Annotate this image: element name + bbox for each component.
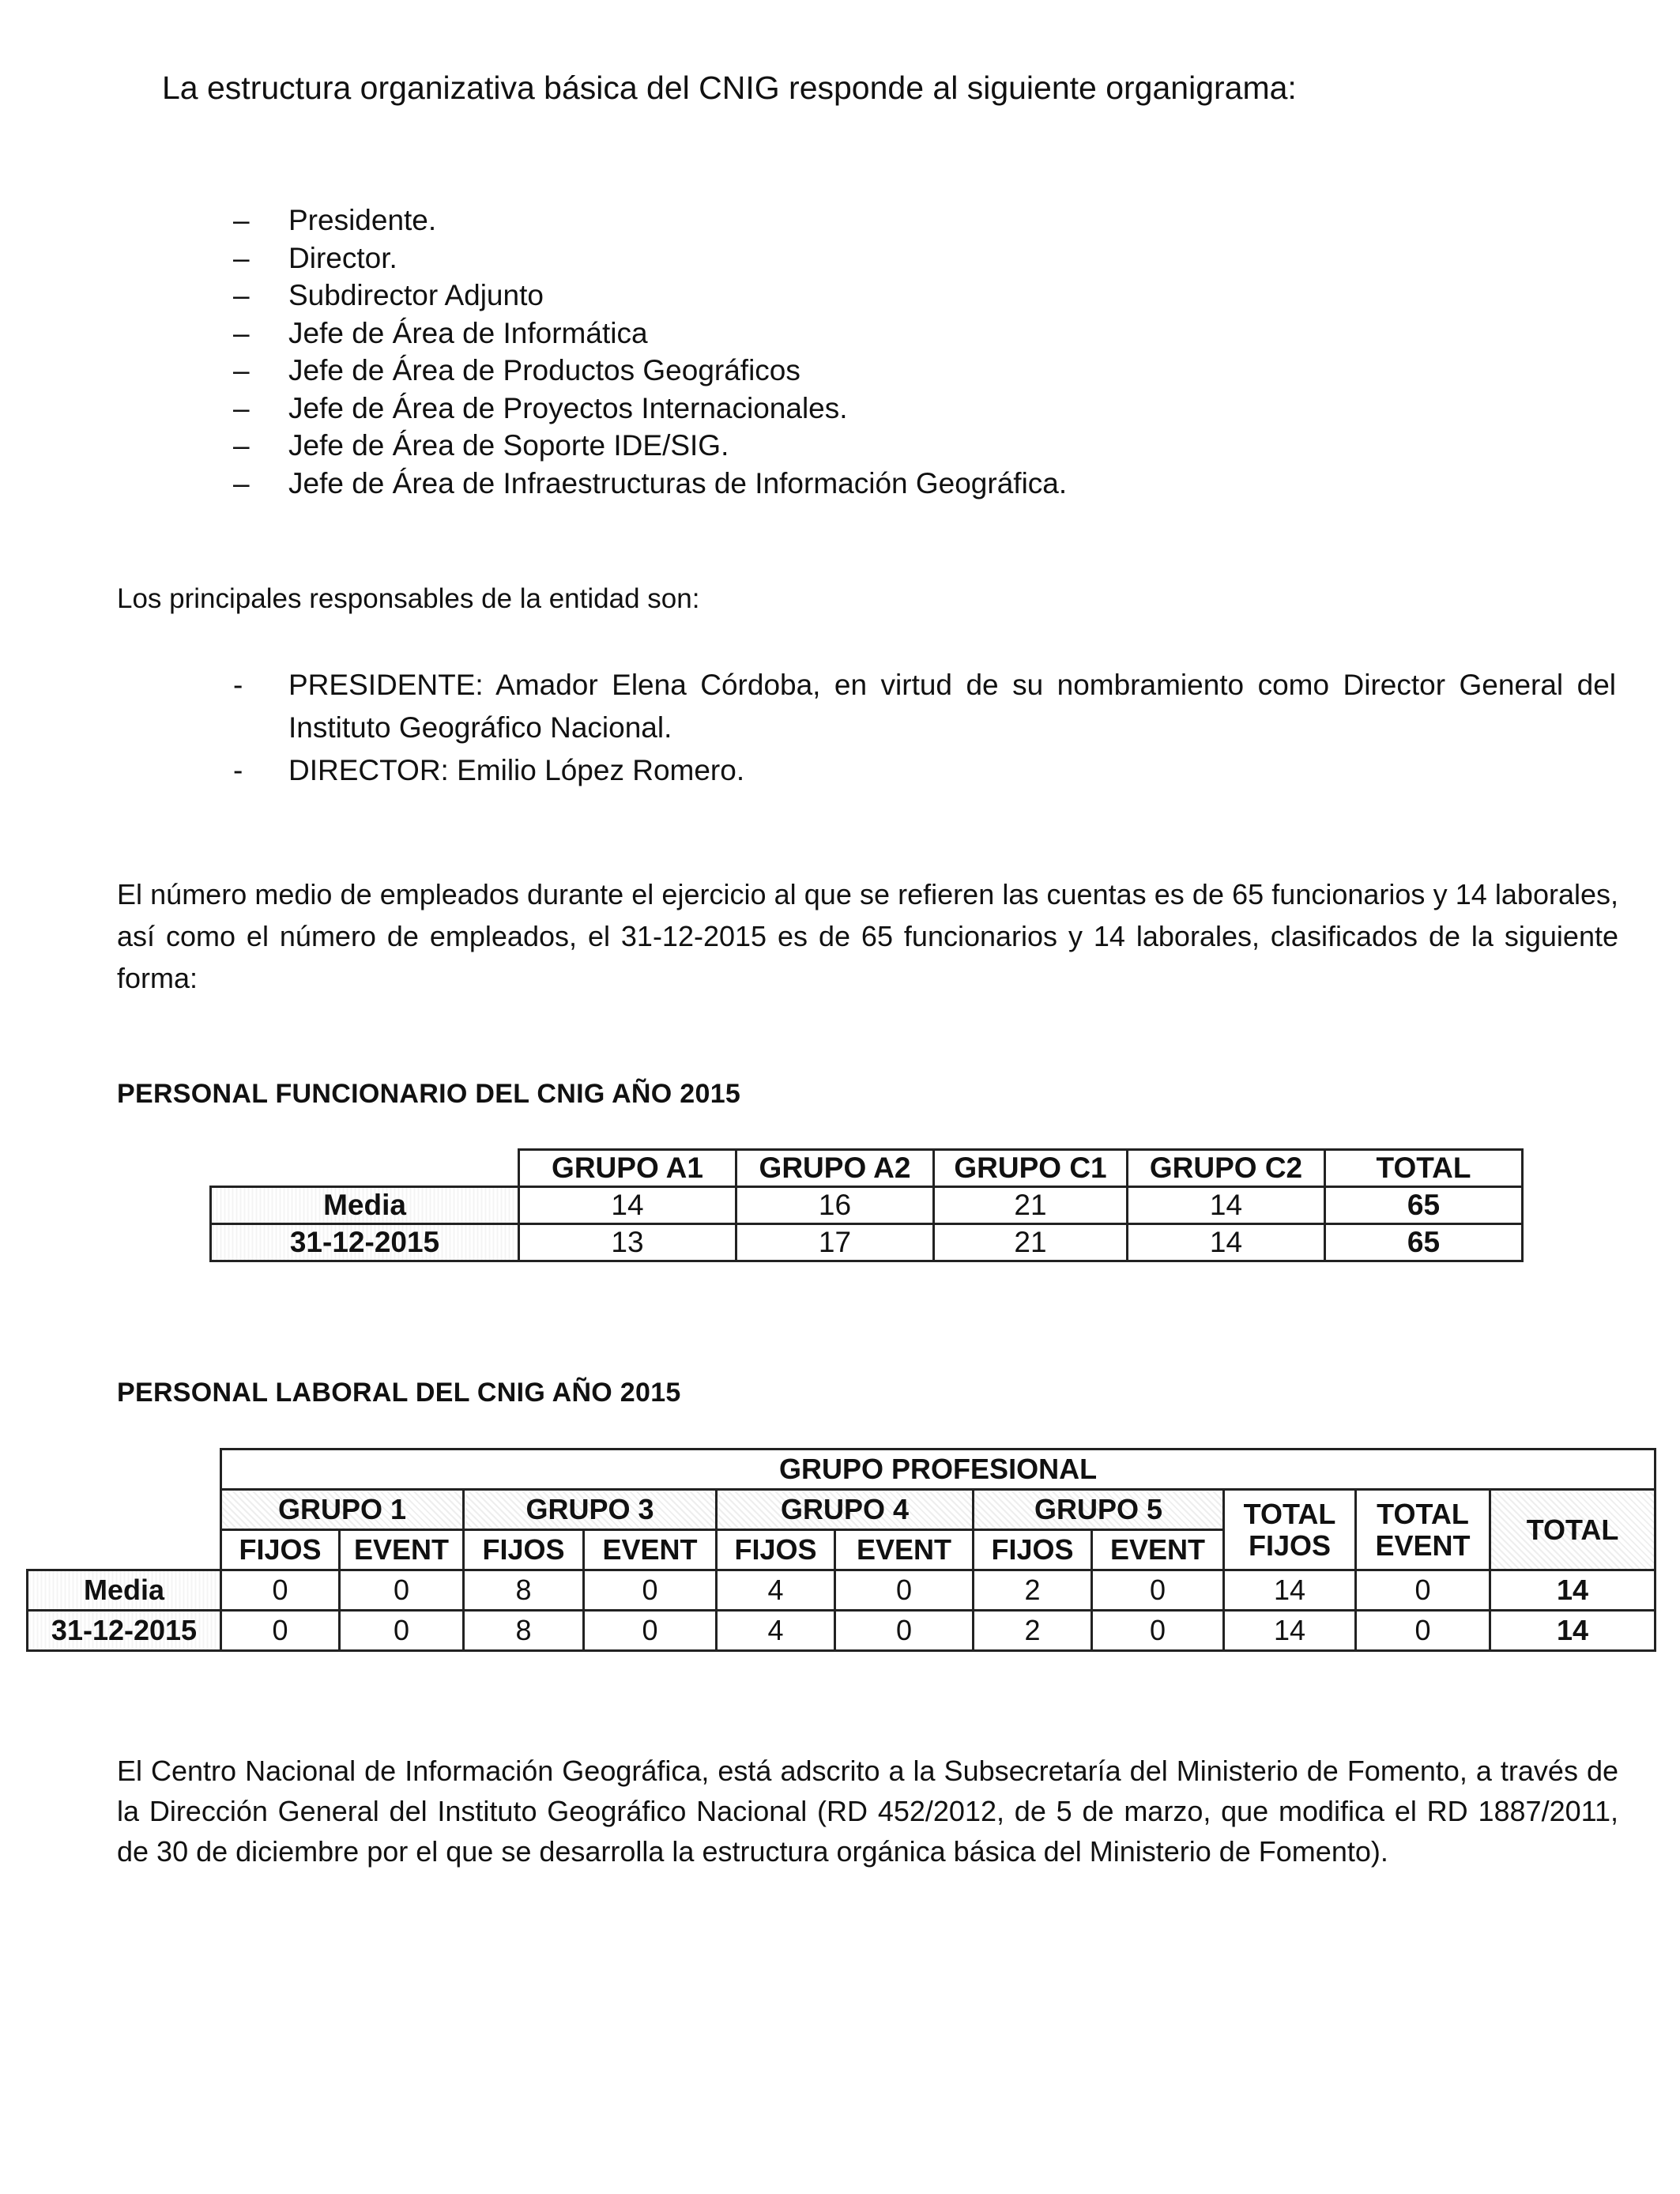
laboral-title: PERSONAL LABORAL DEL CNIG AÑO 2015 [117, 1378, 681, 1408]
row-label: Media [28, 1570, 221, 1611]
sub-header-fijos: FIJOS [717, 1530, 835, 1570]
row-label: 31-12-2015 [28, 1611, 221, 1651]
group-header: GRUPO 1 [221, 1490, 464, 1530]
table-cell: 2 [974, 1611, 1092, 1651]
table-cell: 0 [340, 1570, 464, 1611]
table-cell: 21 [934, 1224, 1128, 1261]
header-cell: GRUPO C1 [934, 1150, 1128, 1187]
sub-header-event: EVENT [1092, 1530, 1224, 1570]
table-header-row [28, 1490, 1656, 1530]
org-item: – Director. [233, 239, 1067, 277]
total-event-header [1356, 1490, 1490, 1570]
table-row [28, 1611, 1656, 1651]
table-cell: 14 [1128, 1187, 1325, 1224]
sub-header-fijos: FIJOS [974, 1530, 1092, 1570]
sub-header-event: EVENT [340, 1530, 464, 1570]
group-header: GRUPO 5 [974, 1490, 1224, 1530]
total-event-line1: TOTAL [1377, 1497, 1469, 1530]
table-row [28, 1570, 1656, 1611]
header-cell: TOTAL [1325, 1150, 1523, 1187]
sub-header-fijos: FIJOS [221, 1530, 340, 1570]
org-item: – Jefe de Área de Infraestructuras de Información Geográfica. [233, 465, 1067, 503]
table-cell: 0 [340, 1611, 464, 1651]
org-item: – Jefe de Área de Productos Geográficos [233, 352, 1067, 390]
table-cell: 13 [519, 1224, 736, 1261]
table-cell: 0 [1356, 1570, 1490, 1611]
group-header: GRUPO 3 [464, 1490, 717, 1530]
table-cell: 0 [221, 1570, 340, 1611]
laboral-table [26, 1448, 1656, 1652]
table-cell-total: 14 [1490, 1570, 1656, 1611]
table-cell: 16 [736, 1187, 934, 1224]
sub-header-fijos: FIJOS [464, 1530, 584, 1570]
group-profesional-header: GRUPO PROFESIONAL [221, 1449, 1656, 1490]
table-cell-total: 14 [1490, 1611, 1656, 1651]
table-header-row [28, 1449, 1656, 1490]
responsables-list [233, 664, 1616, 792]
table-cell: 14 [1224, 1570, 1356, 1611]
table-cell: 14 [1128, 1224, 1325, 1261]
final-paragraph: El Centro Nacional de Información Geográfica, está adscrito a la Subsecretaría del Ministerio de Fomento, a través de la Dirección General del Instituto Geográfico Nacional (RD 452/2012, de 5 de marzo, que modifica el RD 1887/2011, de 30 de diciembre por el que se desarrolla la estructura orgánica básica del Ministerio de Fomento). [117, 1755, 1618, 1868]
group-header: GRUPO 4 [717, 1490, 974, 1530]
table-cell: 4 [717, 1570, 835, 1611]
org-item: – Jefe de Área de Proyectos Internacionales. [233, 390, 1067, 428]
blank-cell [211, 1150, 519, 1187]
table-cell: 0 [584, 1611, 717, 1651]
header-cell: GRUPO A2 [736, 1150, 934, 1187]
org-item: – Jefe de Área de Informática [233, 315, 1067, 352]
blank-cell [28, 1530, 221, 1570]
blank-cell [28, 1449, 221, 1490]
total-fijos-line2: FIJOS [1248, 1529, 1332, 1562]
table-cell: 8 [464, 1611, 584, 1651]
responsable-item: - PRESIDENTE: Amador Elena Córdoba, en virtud de su nombramiento como Director General del Instituto Geográfico Nacional. [233, 664, 1616, 749]
org-item: – Presidente. [233, 202, 1067, 239]
total-fijos-header [1224, 1490, 1356, 1570]
table-cell: 21 [934, 1187, 1128, 1224]
table-cell: 0 [835, 1570, 974, 1611]
row-label: Media [211, 1187, 519, 1224]
funcionario-title: PERSONAL FUNCIONARIO DEL CNIG AÑO 2015 [117, 1079, 741, 1109]
table-cell: 17 [736, 1224, 934, 1261]
table-cell: 14 [519, 1187, 736, 1224]
total-fijos-line1: TOTAL [1243, 1497, 1336, 1530]
responsables-intro: Los principales responsables de la entidad son: [117, 583, 700, 614]
table-cell: 0 [1356, 1611, 1490, 1651]
table-row [211, 1224, 1523, 1261]
intro-text: La estructura organizativa básica del CNIG responde al siguiente organigrama: [162, 70, 1297, 106]
table-cell: 0 [221, 1611, 340, 1651]
table-cell: 2 [974, 1570, 1092, 1611]
table-cell: 14 [1224, 1611, 1356, 1651]
table-cell-total: 65 [1325, 1224, 1523, 1261]
sub-header-event: EVENT [835, 1530, 974, 1570]
header-cell: GRUPO C2 [1128, 1150, 1325, 1187]
table-cell: 4 [717, 1611, 835, 1651]
table-cell-total: 65 [1325, 1187, 1523, 1224]
table-cell: 0 [835, 1611, 974, 1651]
responsable-item: - DIRECTOR: Emilio López Romero. [233, 749, 1616, 792]
table-cell: 0 [1092, 1570, 1224, 1611]
total-event-line2: EVENT [1375, 1529, 1471, 1562]
table-cell: 0 [584, 1570, 717, 1611]
table-cell: 8 [464, 1570, 584, 1611]
table-cell: 0 [1092, 1611, 1224, 1651]
table-row [211, 1187, 1523, 1224]
org-list [233, 202, 1067, 502]
sub-header-event: EVENT [584, 1530, 717, 1570]
org-item: – Subdirector Adjunto [233, 277, 1067, 315]
total-header: TOTAL [1490, 1490, 1656, 1570]
org-item: – Jefe de Área de Soporte IDE/SIG. [233, 427, 1067, 465]
blank-cell [28, 1490, 221, 1530]
row-label: 31-12-2015 [211, 1224, 519, 1261]
empleados-paragraph: El número medio de empleados durante el ejercicio al que se refieren las cuentas es de 65 funcionarios y 14 laborales, así como el número de empleados, el 31-12-2015 es de 65 funcionarios y 14 laborales, clasificados de la siguiente forma: [117, 878, 1618, 994]
header-cell: GRUPO A1 [519, 1150, 736, 1187]
table-header-row [211, 1150, 1523, 1187]
funcionario-table [209, 1148, 1524, 1262]
